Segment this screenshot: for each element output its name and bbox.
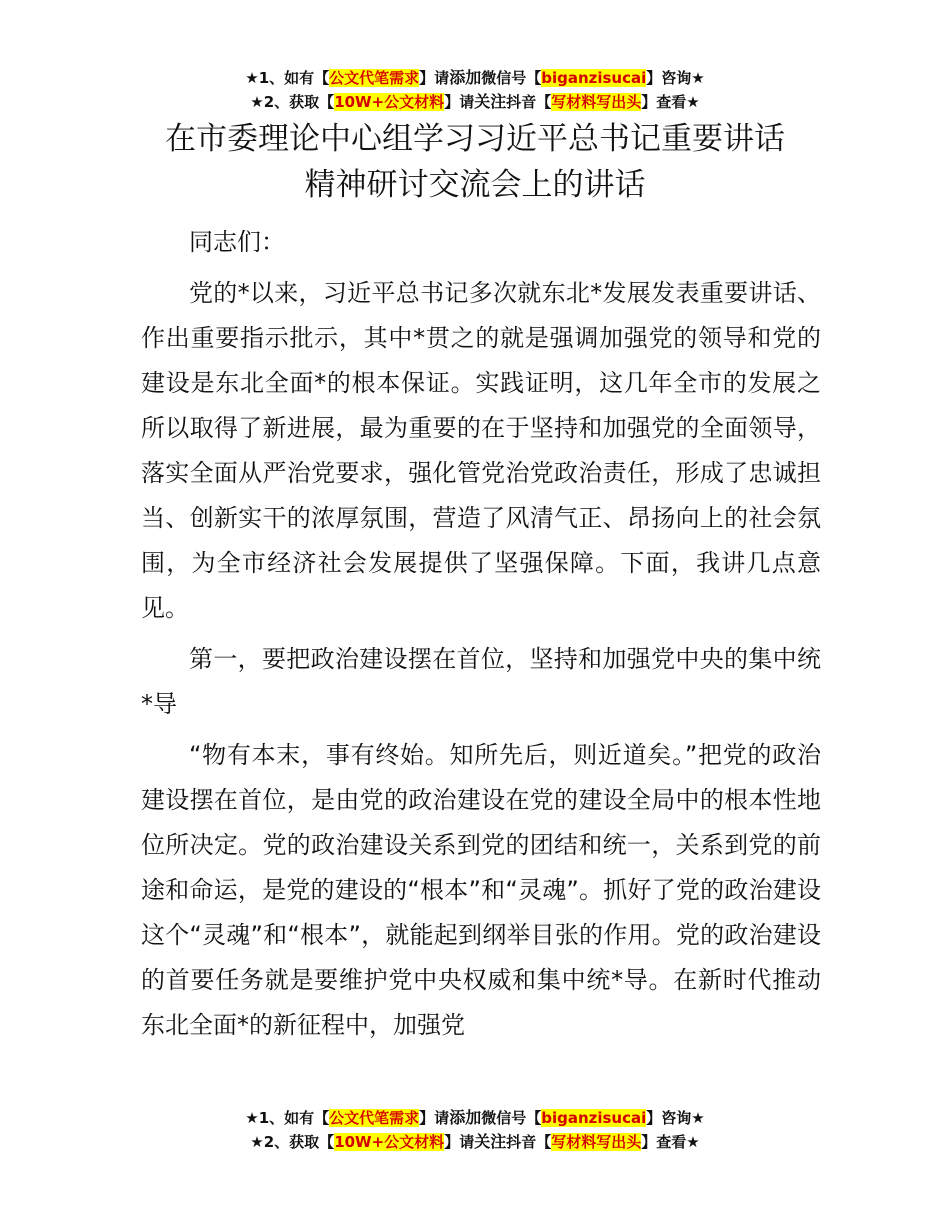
banner-text: 抖音【 (506, 1133, 552, 1151)
banner-line-1 (0, 1106, 950, 1130)
banner-text: 】咨询★ (646, 69, 705, 87)
paragraph-section-heading: 第一，要把政治建设摆在首位，坚持和加强党中央的集中统*导 (141, 645, 821, 718)
banner-highlight: 写材料写出头 (551, 1133, 642, 1151)
banner-highlight: 公文代笔需求 (329, 1109, 420, 1127)
banner-highlight: biganzisucai (541, 69, 647, 87)
banner-text: ★1、如有【 (245, 1109, 330, 1127)
banner-text: 】查看★ (641, 1133, 700, 1151)
banner-text: ★1、如有【 (245, 69, 330, 87)
banner-highlight: 公文代笔需求 (329, 69, 420, 87)
banner-line-2 (0, 1130, 950, 1154)
banner-text: 】查看★ (641, 93, 700, 111)
title-line-1: 在市委理论中心组学习习近平总书记重要讲话 (165, 121, 785, 157)
banner-text: 】请 (444, 93, 475, 111)
banner-line-2 (0, 90, 950, 114)
banner-text: ★2、获取【 (250, 93, 335, 111)
banner-text: 微信号【 (481, 1109, 542, 1127)
footer-banner (0, 1106, 950, 1154)
banner-line-1 (0, 66, 950, 90)
banner-text: 】请 (419, 1109, 450, 1127)
banner-highlight: 10W+公文材料 (334, 93, 445, 111)
banner-text: 关注 (474, 1132, 507, 1151)
banner-text: ★2、获取【 (250, 1133, 335, 1151)
banner-text: 添加 (449, 68, 482, 87)
title-line-2: 精神研讨交流会上的讲话 (304, 167, 646, 203)
banner-text: 关注 (474, 92, 507, 111)
banner-text: 抖音【 (506, 93, 552, 111)
banner-text: 添加 (449, 1108, 482, 1127)
document-title (0, 116, 950, 208)
paragraph-section-body: “物有本末，事有终始。知所先后，则近道矣。”把党的政治建设摆在首位，是由党的政治建设在党的建设全局中的根本性地位所决定。党的政治建设关系到党的团结和统一，关系到党的前途和命运，是党的建设的“根本”和“灵魂”。抓好了党的政治建设这个“灵魂”和“根本”，就能起到纲举目张的作用。党的政治建设的首要任务就是要维护党中央权威和集中统*导。在新时代推动东北全面*的新征程中，加强党 (141, 741, 821, 1039)
banner-text: 微信号【 (481, 69, 542, 87)
header-banner (0, 66, 950, 114)
banner-text: 】请 (419, 69, 450, 87)
document-body (141, 220, 821, 1054)
banner-highlight: biganzisucai (541, 1109, 647, 1127)
paragraph-salutation: 同志们： (189, 228, 285, 256)
banner-highlight: 写材料写出头 (551, 93, 642, 111)
paragraph-intro: 党的*以来，习近平总书记多次就东北*发展发表重要讲话、作出重要指示批示，其中*贯之的就是强调加强党的领导和党的建设是东北全面*的根本保证。实践证明，这几年全市的发展之所以取得了新进展，最为重要的在于坚持和加强党的全面领导，落实全面从严治党要求，强化管党治党政治责任，形成了忠诚担当、创新实干的浓厚氛围，营造了风清气正、昂扬向上的社会氛围，为全市经济社会发展提供了坚强保障。下面，我讲几点意见。 (141, 279, 821, 622)
banner-text: 】咨询★ (646, 1109, 705, 1127)
banner-highlight: 10W+公文材料 (334, 1133, 445, 1151)
banner-text: 】请 (444, 1133, 475, 1151)
